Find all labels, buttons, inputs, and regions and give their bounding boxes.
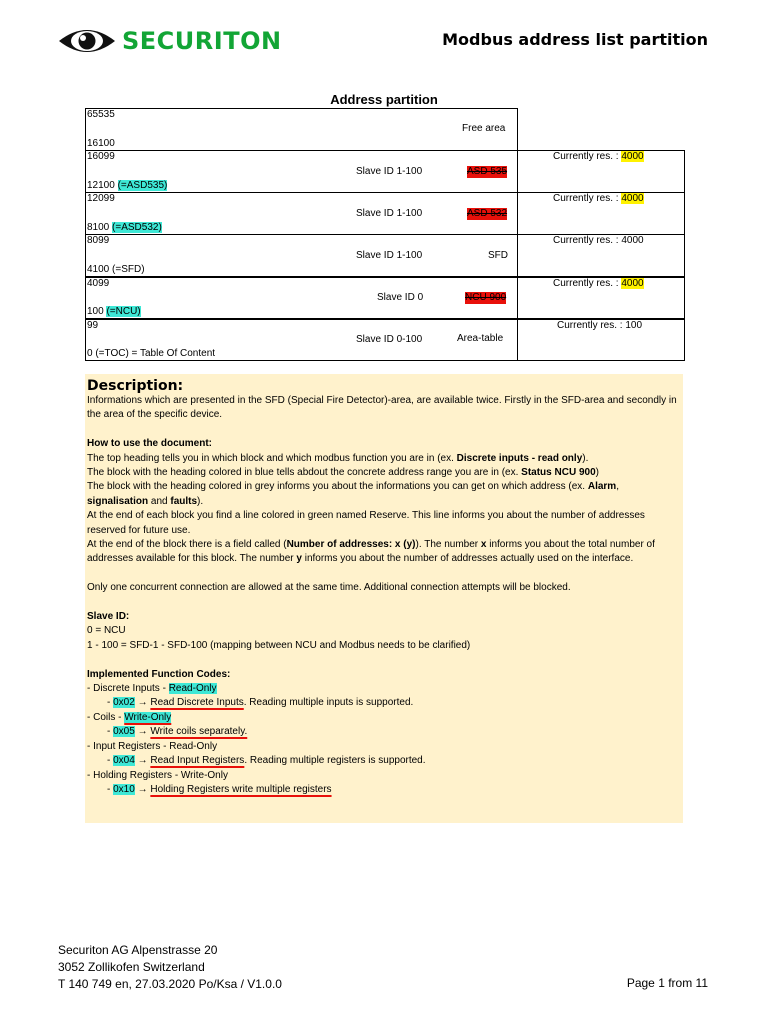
page-number: Page 1 from 11 [626, 976, 708, 990]
row4-top-address: 4099 [87, 278, 110, 289]
row2-bottom-tag: (=ASD532) [112, 222, 162, 233]
row2-top-address: 12099 [87, 193, 115, 204]
row4-slave-id: Slave ID 0 [377, 292, 424, 303]
row5-bottom-address: 0 (=TOC) = Table Of Content [87, 348, 216, 359]
row3-area: SFD [488, 250, 508, 261]
howto-line-1: The top heading tells you in which block and which modbus function you are in (ex. Discrete inputs - read only). [87, 452, 589, 464]
row4-reserved: Currently res. : 4000 [553, 278, 644, 289]
function-holding-registers: - Holding Registers - Write-Only [87, 769, 228, 781]
row5-reserved: Currently res. : 100 [557, 320, 643, 331]
function-discrete-inputs: - Discrete Inputs - Read-Only [87, 683, 217, 695]
footer-line-1: Securiton AG Alpenstrasse 20 [58, 943, 218, 957]
row1-reserved: Currently res. : 4000 [553, 151, 644, 162]
footer-address [58, 942, 282, 993]
concurrent-note: Only one concurrent connection are allowed at the same time. Additional connection attempts will be blocked. [87, 582, 571, 594]
row2-reserved-value: 4000 [621, 193, 644, 204]
row2-area: ASD 532 [467, 208, 508, 219]
howto-line-5: At the end of the block there is a field called (Number of addresses: x (y)). The number x informs you about the total number of addresses available for this block. The number y informs you about the number of addresses actually used on the interface. [87, 539, 655, 565]
function-codes-heading: Implemented Function Codes: [87, 668, 231, 680]
howto-heading: How to use the document: [87, 438, 212, 450]
row5-slave-id: Slave ID 0-100 [356, 334, 423, 345]
row4-area: NCU 900 [465, 292, 507, 303]
function-code-0x02: - 0x02 → Read Discrete Inputs. Reading multiple inputs is supported. [107, 697, 414, 709]
footer-line-2: 3052 Zollikofen Switzerland [58, 960, 205, 974]
slave-id-line-2: 1 - 100 = SFD-1 - SFD-100 (mapping between NCU and Modbus needs to be clarified) [87, 639, 471, 651]
row1-top-address: 16099 [87, 151, 115, 162]
howto-line-4: At the end of each block you find a line colored in green named Reserve. This line informs you about the number of addresses reserved for future use. [87, 510, 645, 536]
row3-slave-id: Slave ID 1-100 [356, 250, 423, 261]
row3-bottom-address: 4100 (=SFD) [87, 264, 145, 275]
footer-line-3: T 140 749 en, 27.03.2020 Po/Ksa / V1.0.0 [58, 977, 282, 991]
row1-area: ASD 535 [467, 166, 508, 177]
slave-id-line-1: 0 = NCU [87, 625, 126, 637]
function-coils: - Coils - Write-Only [87, 711, 172, 723]
document-title: Modbus address list partition [442, 30, 708, 49]
function-code-0x04: - 0x04 → Read Input Registers. Reading multiple registers is supported. [107, 755, 426, 767]
logo-text: SECURITON [122, 27, 282, 55]
row2-reserved: Currently res. : 4000 [553, 193, 644, 204]
row1-reserved-value: 4000 [621, 151, 644, 162]
row3-top-address: 8099 [87, 235, 110, 246]
row5-top-address: 99 [87, 320, 99, 331]
table-caption: Address partition [330, 92, 438, 107]
howto-line-2: The block with the heading colored in blue tells abdout the concrete address range you are in (ex. Status NCU 900) [87, 467, 599, 479]
row3-reserved: Currently res. : 4000 [553, 235, 644, 246]
function-code-0x10: - 0x10 → Holding Registers write multiple registers [107, 783, 332, 795]
row0-area: Free area [462, 123, 506, 134]
description-heading: Description: [87, 378, 184, 394]
function-input-registers: - Input Registers - Read-Only [87, 740, 218, 752]
row1-slave-id: Slave ID 1-100 [356, 166, 423, 177]
howto-line-3: The block with the heading colored in grey informs you about the informations you can get on which address (ex. Alarm, signalisation and faults). [87, 481, 619, 507]
row4-bottom-tag: (=NCU) [106, 306, 141, 317]
function-code-0x05: - 0x05 → Write coils separately. [107, 726, 248, 738]
row2-bottom-address: 8100 (=ASD532) [87, 222, 162, 233]
row5-area: Area-table [457, 333, 504, 344]
row0-top-address: 65535 [87, 109, 115, 120]
row4-bottom-address: 100 (=NCU) [87, 306, 141, 317]
row4-reserved-value: 4000 [621, 278, 644, 289]
address-partition-table [85, 108, 685, 361]
row0-bottom-address: 16100 [87, 138, 115, 149]
securiton-logo [58, 26, 282, 56]
description-box [85, 374, 683, 823]
description-intro: Informations which are presented in the SFD (Special Fire Detector)-area, are available twice. Firstly in the SFD-area and secondly in the area of the specific device. [87, 395, 677, 421]
eye-icon [58, 27, 116, 55]
row2-slave-id: Slave ID 1-100 [356, 208, 423, 219]
slave-id-heading: Slave ID: [87, 611, 130, 623]
row1-bottom-address: 12100 (=ASD535) [87, 180, 168, 191]
row1-bottom-tag: (=ASD535) [117, 180, 168, 191]
